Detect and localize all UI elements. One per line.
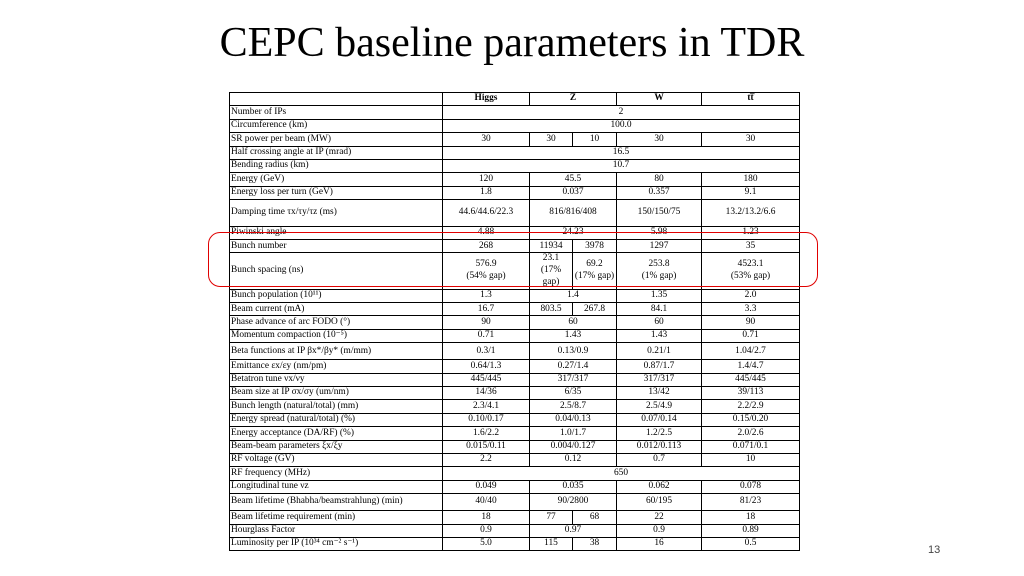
table-body: [230, 106, 800, 551]
table-row: [230, 360, 800, 373]
value-ttbar: 4523.1 (53% gap): [702, 253, 800, 289]
value-ttbar: 0.15/0.20: [702, 413, 800, 426]
table-row: [230, 387, 800, 400]
value-z: 816/816/408: [530, 200, 617, 227]
value-z: 6/35: [530, 387, 617, 400]
table-row: [230, 440, 800, 453]
value-ttbar: 2.0: [702, 289, 800, 302]
value-w: 0.357: [617, 186, 702, 199]
value-w: 30: [617, 133, 702, 146]
parameter-label: Damping time τx/τy/τz (ms): [230, 200, 443, 227]
value-ttbar: 30: [702, 133, 800, 146]
slide-title: CEPC baseline parameters in TDR: [219, 20, 805, 66]
value-higgs: 120: [443, 173, 530, 186]
value-z: 60: [530, 316, 617, 329]
value-ttbar: 0.071/0.1: [702, 440, 800, 453]
value-higgs: 0.3/1: [443, 343, 530, 360]
table-row: [230, 316, 800, 329]
value-z: 0.04/0.13: [530, 413, 617, 426]
value-ttbar: 0.078: [702, 480, 800, 493]
table-row: [230, 173, 800, 186]
value-higgs: 0.049: [443, 480, 530, 493]
table-row: [230, 159, 800, 172]
parameter-label: Bunch length (natural/total) (mm): [230, 400, 443, 413]
parameter-label: Beam lifetime (Bhabha/beamstrahlung) (min): [230, 494, 443, 511]
value-ttbar: 10: [702, 453, 800, 466]
value-w: 80: [617, 173, 702, 186]
value-z-b: 267.8: [573, 303, 617, 316]
value-higgs: 18: [443, 511, 530, 524]
table-row: [230, 146, 800, 159]
value-higgs: 0.015/0.11: [443, 440, 530, 453]
table-row: [230, 106, 800, 119]
value-w: 0.87/1.7: [617, 360, 702, 373]
value-ttbar: 1.23: [702, 226, 800, 239]
value-z: 0.037: [530, 186, 617, 199]
value-w: 0.062: [617, 480, 702, 493]
value-higgs: 268: [443, 240, 530, 253]
parameter-label: Bunch number: [230, 240, 443, 253]
parameter-label: Betatron tune νx/νy: [230, 373, 443, 386]
value-z: 317/317: [530, 373, 617, 386]
value-z-a: 11934: [530, 240, 573, 253]
value-ttbar: 9.1: [702, 186, 800, 199]
value-w: 317/317: [617, 373, 702, 386]
parameter-label: Beta functions at IP βx*/βy* (m/mm): [230, 343, 443, 360]
value-ttbar: 1.4/4.7: [702, 360, 800, 373]
value-ttbar: 445/445: [702, 373, 800, 386]
table-row: [230, 467, 800, 480]
value-z: 0.035: [530, 480, 617, 493]
value-ttbar: 81/23: [702, 494, 800, 511]
value-ttbar: 35: [702, 240, 800, 253]
table-row: [230, 413, 800, 426]
table-row: [230, 240, 800, 253]
value-w: 1.43: [617, 329, 702, 342]
parameter-label: Number of IPs: [230, 106, 443, 119]
parameter-label: Phase advance of arc FODO (°): [230, 316, 443, 329]
value-z-b: 10: [573, 133, 617, 146]
table-row: [230, 524, 800, 537]
parameter-label: Half crossing angle at IP (mrad): [230, 146, 443, 159]
value-z-a: 803.5: [530, 303, 573, 316]
parameter-label: RF voltage (GV): [230, 453, 443, 466]
value-z: 0.27/1.4: [530, 360, 617, 373]
value-ttbar: 2.2/2.9: [702, 400, 800, 413]
value-higgs: 5.0: [443, 537, 530, 550]
parameter-label: Energy loss per turn (GeV): [230, 186, 443, 199]
value-all: 16.5: [443, 146, 800, 159]
parameter-label: Beam size at IP σx/σy (um/nm): [230, 387, 443, 400]
value-higgs: 0.71: [443, 329, 530, 342]
value-z-b: 68: [573, 511, 617, 524]
parameter-label: Energy acceptance (DA/RF) (%): [230, 427, 443, 440]
value-w: 60: [617, 316, 702, 329]
value-z: 0.004/0.127: [530, 440, 617, 453]
value-higgs: 16.7: [443, 303, 530, 316]
parameter-label: Beam lifetime requirement (min): [230, 511, 443, 524]
value-z: 24.23: [530, 226, 617, 239]
parameter-label: SR power per beam (MW): [230, 133, 443, 146]
page-number: 13: [928, 544, 941, 556]
value-w: 0.07/0.14: [617, 413, 702, 426]
value-z: 2.5/8.7: [530, 400, 617, 413]
value-w: 13/42: [617, 387, 702, 400]
value-z: 0.12: [530, 453, 617, 466]
value-z: 0.13/0.9: [530, 343, 617, 360]
table-row: [230, 253, 800, 289]
value-ttbar: 18: [702, 511, 800, 524]
table-row: [230, 343, 800, 360]
value-higgs: 0.10/0.17: [443, 413, 530, 426]
table-row: [230, 289, 800, 302]
value-all: 2: [443, 106, 800, 119]
value-w: 60/195: [617, 494, 702, 511]
value-w: 1.35: [617, 289, 702, 302]
value-ttbar: 90: [702, 316, 800, 329]
value-w: 84.1: [617, 303, 702, 316]
table-row: [230, 537, 800, 550]
parameter-label: Circumference (km): [230, 119, 443, 132]
parameter-label: Piwinski angle: [230, 226, 443, 239]
parameter-label: Luminosity per IP (10³⁴ cm⁻² s⁻¹): [230, 537, 443, 550]
value-z-a: 115: [530, 537, 573, 550]
value-higgs: 90: [443, 316, 530, 329]
table-row: [230, 427, 800, 440]
value-w: 2.5/4.9: [617, 400, 702, 413]
parameter-label: Energy spread (natural/total) (%): [230, 413, 443, 426]
table-row: [230, 303, 800, 316]
value-higgs: 445/445: [443, 373, 530, 386]
parameter-label: Beam-beam parameters ξx/ξy: [230, 440, 443, 453]
value-z: 1.43: [530, 329, 617, 342]
value-w: 16: [617, 537, 702, 550]
parameter-label: Bunch population (10¹¹): [230, 289, 443, 302]
value-higgs: 40/40: [443, 494, 530, 511]
table-header-row: [230, 93, 800, 106]
header-parameter: [230, 93, 443, 106]
value-higgs: 576.9 (54% gap): [443, 253, 530, 289]
table-row: [230, 329, 800, 342]
value-higgs: 1.8: [443, 186, 530, 199]
value-higgs: 14/36: [443, 387, 530, 400]
value-w: 0.9: [617, 524, 702, 537]
value-higgs: 44.6/44.6/22.3: [443, 200, 530, 227]
value-higgs: 2.2: [443, 453, 530, 466]
value-higgs: 1.6/2.2: [443, 427, 530, 440]
parameter-label: Hourglass Factor: [230, 524, 443, 537]
header-w: W: [617, 93, 702, 106]
value-w: 150/150/75: [617, 200, 702, 227]
value-w: 1.2/2.5: [617, 427, 702, 440]
value-w: 0.7: [617, 453, 702, 466]
value-z-a: 30: [530, 133, 573, 146]
value-ttbar: 1.04/2.7: [702, 343, 800, 360]
value-ttbar: 39/113: [702, 387, 800, 400]
parameters-table: [229, 92, 800, 551]
parameter-label: Beam current (mA): [230, 303, 443, 316]
table-row: [230, 511, 800, 524]
value-ttbar: 0.71: [702, 329, 800, 342]
parameter-label: Emittance εx/εy (nm/pm): [230, 360, 443, 373]
table-row: [230, 453, 800, 466]
value-z-b: 38: [573, 537, 617, 550]
parameter-label: Momentum compaction (10⁻⁵): [230, 329, 443, 342]
value-higgs: 30: [443, 133, 530, 146]
value-z: 1.4: [530, 289, 617, 302]
table-row: [230, 400, 800, 413]
parameter-label: Longitudinal tune νz: [230, 480, 443, 493]
table-row: [230, 226, 800, 239]
value-w: 5.98: [617, 226, 702, 239]
value-ttbar: 13.2/13.2/6.6: [702, 200, 800, 227]
table-row: [230, 480, 800, 493]
parameter-label: Bunch spacing (ns): [230, 253, 443, 289]
value-w: 0.21/1: [617, 343, 702, 360]
table-row: [230, 494, 800, 511]
value-z: 45.5: [530, 173, 617, 186]
value-higgs: 0.9: [443, 524, 530, 537]
value-z-b: 69.2 (17% gap): [573, 253, 617, 289]
value-all: 100.0: [443, 119, 800, 132]
value-z: 0.97: [530, 524, 617, 537]
value-all: 650: [443, 467, 800, 480]
header-ttbar: tt̅: [702, 93, 800, 106]
value-higgs: 4.88: [443, 226, 530, 239]
value-w: 0.012/0.113: [617, 440, 702, 453]
table-row: [230, 133, 800, 146]
value-z: 1.0/1.7: [530, 427, 617, 440]
value-w: 22: [617, 511, 702, 524]
value-all: 10.7: [443, 159, 800, 172]
value-z-a: 77: [530, 511, 573, 524]
table-row: [230, 119, 800, 132]
header-z: Z: [530, 93, 617, 106]
header-higgs: Higgs: [443, 93, 530, 106]
value-ttbar: 3.3: [702, 303, 800, 316]
value-ttbar: 0.5: [702, 537, 800, 550]
table-row: [230, 200, 800, 227]
value-z-b: 3978: [573, 240, 617, 253]
table-row: [230, 373, 800, 386]
value-ttbar: 180: [702, 173, 800, 186]
value-z: 90/2800: [530, 494, 617, 511]
value-w: 1297: [617, 240, 702, 253]
parameter-label: RF frequency (MHz): [230, 467, 443, 480]
parameter-label: Bending radius (km): [230, 159, 443, 172]
value-higgs: 0.64/1.3: [443, 360, 530, 373]
value-ttbar: 0.89: [702, 524, 800, 537]
parameter-label: Energy (GeV): [230, 173, 443, 186]
value-ttbar: 2.0/2.6: [702, 427, 800, 440]
value-z-a: 23.1 (17% gap): [530, 253, 573, 289]
value-w: 253.8 (1% gap): [617, 253, 702, 289]
table-row: [230, 186, 800, 199]
value-higgs: 1.3: [443, 289, 530, 302]
value-higgs: 2.3/4.1: [443, 400, 530, 413]
